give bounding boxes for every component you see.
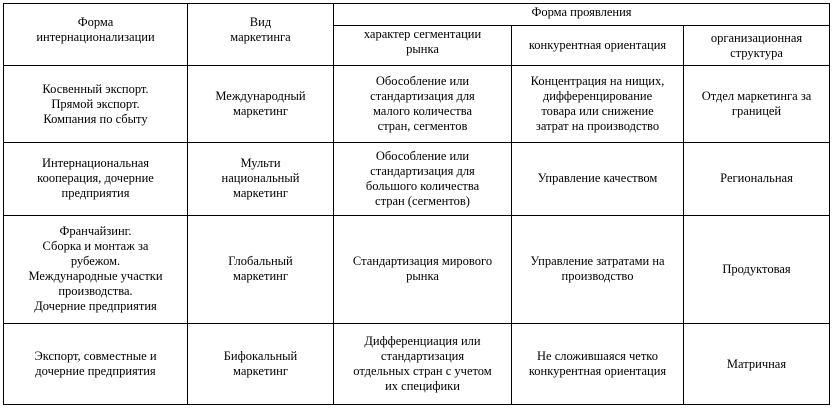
segmentation-line: отдельных стран с учетом (353, 364, 492, 379)
segmentation-cell (334, 324, 512, 405)
structure-cell (684, 143, 830, 216)
type-line: маркетинг (233, 269, 288, 284)
form-line: предприятия (61, 186, 130, 201)
form-cell (4, 143, 188, 216)
form-line: Косвенный экспорт. (42, 81, 149, 96)
competitive-line: затрат на производство (535, 119, 660, 134)
table-row (4, 66, 830, 143)
type-line: маркетинг (233, 104, 288, 119)
form-line: Дочерние предприятия (34, 299, 157, 314)
header-form-label-line: интернационализации (36, 30, 155, 44)
segmentation-line: стран, сегментов (377, 119, 468, 134)
header-segmentation-line: рынка (406, 42, 439, 57)
type-cell (188, 66, 334, 143)
header-form-label-line: Форма (77, 15, 114, 29)
competitive-line: производство (561, 269, 634, 284)
structure-line: Продуктовая (722, 261, 791, 276)
type-line: Бифокальный (223, 349, 298, 364)
segmentation-line: рынка (406, 269, 439, 284)
table-row (4, 324, 830, 405)
segmentation-line: стран (сегментов) (375, 193, 470, 208)
header-structure-line: организационная (710, 30, 803, 45)
structure-line: Матричная (726, 356, 787, 371)
competitive-line: дифференцирование (542, 89, 653, 104)
segmentation-line: Обособление или (375, 148, 470, 163)
header-competitive-cell (512, 26, 684, 66)
table-row (4, 215, 830, 324)
table-row (4, 143, 830, 216)
type-line: Международный (215, 89, 306, 104)
header-type-cell (188, 4, 334, 66)
segmentation-line: их специфики (385, 379, 460, 394)
segmentation-line: стандартизация для (370, 163, 475, 178)
competitive-line: конкурентная ориентация (528, 364, 667, 379)
header-structure-line: структура (730, 45, 783, 60)
competitive-cell (512, 66, 684, 143)
type-cell (188, 143, 334, 216)
segmentation-cell (334, 215, 512, 324)
form-cell (4, 215, 188, 324)
structure-cell (684, 215, 830, 324)
segmentation-line: Дифференциация или (364, 334, 481, 349)
segmentation-line: большого количества (365, 178, 480, 193)
structure-cell (684, 66, 830, 143)
competitive-line: Не сложившаяся четко (537, 349, 658, 364)
form-line: Международные участки (28, 269, 163, 284)
form-line: Сборка и монтаж за (42, 239, 149, 254)
form-line: Прямой экспорт. (51, 96, 140, 111)
competitive-line: товара или снижение (541, 104, 654, 119)
internationalization-table (3, 3, 830, 405)
segmentation-cell (334, 66, 512, 143)
structure-line: Отдел маркетинга за (701, 89, 812, 104)
type-line: маркетинг (233, 186, 288, 201)
form-line: Компания по сбыту (43, 111, 148, 126)
header-segmentation-cell (334, 26, 512, 66)
structure-line: границей (731, 104, 782, 119)
header-type-label-line: маркетинга (230, 30, 291, 44)
type-line: национальный (221, 171, 300, 186)
form-line: Интернациональная (41, 156, 150, 171)
competitive-cell (512, 143, 684, 216)
form-line: кооперация, дочерние (37, 171, 154, 186)
type-line: Мульти (240, 156, 281, 171)
competitive-line: Концентрация на нищих, (530, 74, 665, 89)
structure-line: Региональная (720, 171, 793, 186)
segmentation-cell (334, 143, 512, 216)
header-competitive-label: конкурентная ориентация (528, 38, 667, 53)
header-type-label-line: Вид (249, 15, 272, 29)
competitive-cell (512, 324, 684, 405)
form-line: дочерние предприятия (35, 364, 156, 379)
header-manifestation-label: Форма проявления (531, 5, 632, 19)
segmentation-line: малого количества (372, 104, 473, 119)
form-line: Экспорт, совместные и (34, 349, 157, 364)
segmentation-line: стандартизация (380, 349, 465, 364)
header-segmentation-line: характер сегментации (363, 27, 482, 42)
competitive-line: Управление качеством (537, 171, 658, 186)
competitive-cell (512, 215, 684, 324)
type-line: маркетинг (233, 364, 288, 379)
header-structure-cell (684, 26, 830, 66)
segmentation-line: Стандартизация мирового (352, 254, 493, 269)
type-line: Глобальный (228, 254, 293, 269)
type-cell (188, 324, 334, 405)
type-cell (188, 215, 334, 324)
form-line: производства. (58, 284, 133, 299)
form-cell (4, 66, 188, 143)
header-form-cell (4, 4, 188, 66)
form-line: рубежом. (70, 254, 121, 269)
header-manifestation-cell (334, 4, 830, 26)
form-line: Франчайзинг. (59, 224, 132, 239)
segmentation-line: стандартизация для (370, 89, 475, 104)
structure-cell (684, 324, 830, 405)
form-cell (4, 324, 188, 405)
segmentation-line: Обособление или (375, 74, 470, 89)
competitive-line: Управление затратами на (530, 254, 665, 269)
